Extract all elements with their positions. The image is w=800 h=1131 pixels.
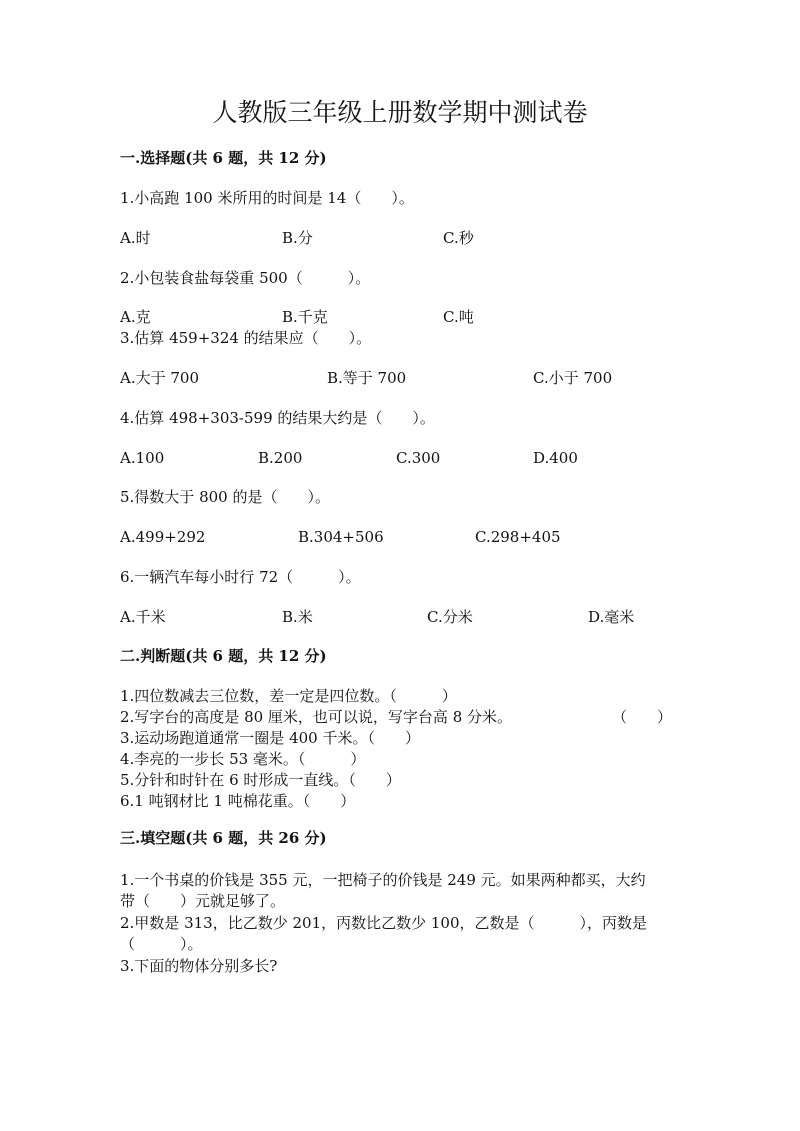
section-heading: 一.选择题(共 6 题，共 12 分) <box>120 149 327 167</box>
option: A.克 <box>120 308 151 326</box>
section-heading: 二.判断题(共 6 题，共 12 分) <box>120 647 327 665</box>
option: B.等于 700 <box>327 369 407 387</box>
option: C.吨 <box>443 308 474 326</box>
question-text: 2.小包装食盐每袋重 500（ ）。 <box>120 269 371 287</box>
option: B.分 <box>282 229 313 247</box>
fill-line: 带（ ）元就足够了。 <box>120 892 286 910</box>
option: C.小于 700 <box>533 369 613 387</box>
option: A.大于 700 <box>120 369 199 387</box>
option: D.400 <box>533 449 578 467</box>
option: A.时 <box>120 229 151 247</box>
judgment-item: 5.分针和时针在 6 时形成一直线。（ ） <box>120 771 401 789</box>
section-heading: 三.填空题(共 6 题，共 26 分) <box>120 829 327 847</box>
fill-line: 1.一个书桌的价钱是 355 元，一把椅子的价钱是 249 元。如果两种都买，大约 <box>120 871 646 889</box>
option: B.304+506 <box>298 528 384 546</box>
judgment-item: 3.运动场跑道通常一圈是 400 千米。（ ） <box>120 729 420 747</box>
question-text: 4.估算 498+303-599 的结果大约是（ ）。 <box>120 409 435 427</box>
option: A.千米 <box>120 608 166 626</box>
question-text: 1.小高跑 100 米所用的时间是 14（ ）。 <box>120 189 414 207</box>
option: D.毫米 <box>588 608 635 626</box>
option: A.100 <box>120 449 165 467</box>
question-text: 3.估算 459+324 的结果应（ ）。 <box>120 329 372 347</box>
answer-bracket: （ ） <box>612 708 673 726</box>
option: A.499+292 <box>120 528 206 546</box>
question-text: 5.得数大于 800 的是（ ）。 <box>120 488 330 506</box>
fill-line: 3.下面的物体分别多长? <box>120 957 278 975</box>
judgment-item: 4.李亮的一步长 53 毫米。（ ） <box>120 750 366 768</box>
option: C.分米 <box>427 608 473 626</box>
option: B.米 <box>282 608 313 626</box>
judgment-item: 1.四位数减去三位数，差一定是四位数。（ ） <box>120 687 457 705</box>
judgment-item: 2.写字台的高度是 80 厘米，也可以说，写字台高 8 分米。 <box>120 708 513 726</box>
fill-line: 2.甲数是 313，比乙数少 201，丙数比乙数少 100，乙数是（ ），丙数是 <box>120 914 648 932</box>
question-text: 6.一辆汽车每小时行 72（ ）。 <box>120 568 361 586</box>
judgment-item: 6.1 吨钢材比 1 吨棉花重。（ ） <box>120 792 356 810</box>
option: C.298+405 <box>475 528 561 546</box>
option: B.200 <box>258 449 303 467</box>
page-title: 人教版三年级上册数学期中测试卷 <box>212 98 588 127</box>
option: C.秒 <box>443 229 474 247</box>
option: C.300 <box>396 449 441 467</box>
option: B.千克 <box>282 308 328 326</box>
fill-line: （ ）。 <box>120 935 203 953</box>
